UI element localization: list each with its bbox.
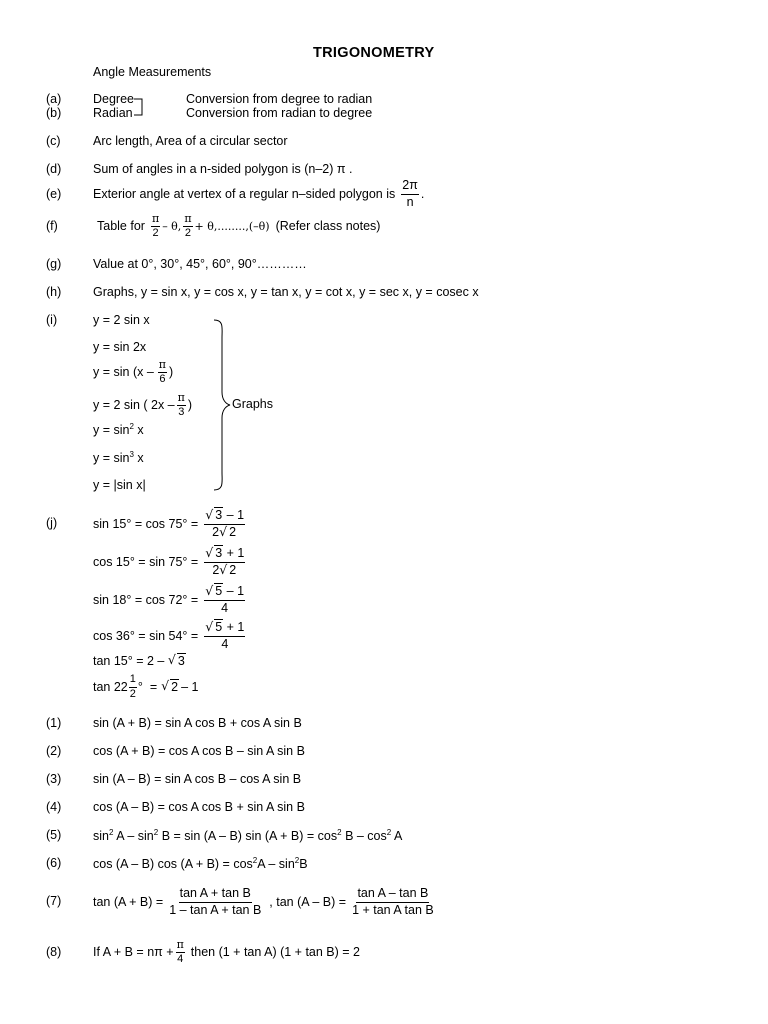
item-e-text: Exterior angle at vertex of a regular n–sided polygon is	[93, 186, 396, 201]
formula-label-3: (3)	[46, 772, 62, 786]
cos36-fraction: √ $\frac{5 + 1}{4}$	[204, 621, 245, 650]
formula-4: cos (A – B) = cos A cos B + sin A sin B	[93, 800, 305, 814]
pi-over-3-fraction: $\frac{\pi}{3}$	[177, 390, 185, 418]
sin15-row: sin 15° = cos 75° = √ $\frac{3 - 1}{2√ 2}$	[93, 506, 247, 542]
graph-eq-4: y = 2 sin ( 2x – $\frac{\pi}{3}$ )	[93, 390, 193, 418]
item-d-text: Sum of angles in a n-sided polygon is (n–2) π .	[93, 162, 353, 176]
pi-over-6-fraction: $\frac{\pi}{6}$	[158, 357, 167, 385]
item-label-h: (h)	[46, 285, 62, 299]
formula-1: sin (A + B) = sin A cos B + cos A sin B	[93, 716, 302, 730]
cos15-fraction: √ $\frac{3 + 1}{2√ 2}$	[204, 547, 245, 576]
item-label-d: (d)	[46, 162, 62, 176]
formula-label-2: (2)	[46, 744, 62, 758]
exterior-angle-fraction: $\frac{2\pi}{n}$	[402, 178, 418, 209]
cos36-row: cos 36° = sin 54° = √ $\frac{5 + 1}{4}$	[93, 618, 247, 654]
formula-2: cos (A + B) = cos A cos B – sin A sin B	[93, 744, 305, 758]
formula-6: cos (A – B) $\cos (A + B) = \cos^2A - \sin^2B$	[93, 856, 308, 872]
graph-eq-5: $y = \sin^2 x$	[93, 422, 144, 438]
formula-8: If A + B = nπ + $\frac{\pi}{4}$ then (1 + tan A) (1 + tan B) = 2	[93, 937, 360, 965]
formula-label-8: (8)	[46, 945, 62, 959]
item-label-i: (i)	[46, 313, 58, 327]
graphs-curly-brace	[210, 318, 234, 494]
formula-label-4: (4)	[46, 800, 62, 814]
item-label-b: (b)	[46, 106, 62, 120]
item-f-line: Table for $\frac{\pi}{2}$ – θ, $\frac{\pi}{2}$ + θ,........,(–θ) (Refer class notes)	[97, 211, 381, 239]
tan-diff-fraction: $\frac{\text{tan A – tan B}}{\text{1 + tan A tan B}}$	[352, 886, 434, 917]
tan-sum-fraction: $\frac{\text{tan A + tan B}}{\text{1 – tan A + tan B}}$	[169, 886, 262, 917]
pi-over-4-fraction: $\frac{\pi}{4}$	[176, 937, 184, 965]
table-for-text: Table for	[97, 218, 145, 233]
pi-over-2-fraction-1: $\frac{\pi}{2}$	[151, 211, 160, 239]
item-a-desc: Conversion from degree to radian	[186, 92, 373, 106]
item-b-text: Radian	[93, 106, 133, 120]
graph-eq-3: y = sin (x – $\frac{\pi}{6}$ )	[93, 357, 174, 385]
ab-bracket	[133, 96, 147, 120]
item-label-f: (f)	[46, 219, 58, 233]
formula-3: sin (A – B) = sin A cos B – cos A sin B	[93, 772, 302, 786]
formula-7: tan (A + B) = $\frac{\text{tan A + tan B}}{\text{1 – tan A + tan B}}$ , tan (A – B) = $\frac{\text{tan A – tan B}}{\text{1 + tan A tan B}}$	[93, 886, 434, 917]
item-b-desc: Conversion from radian to degree	[186, 106, 373, 120]
refer-notes-text: (Refer class notes)	[275, 218, 381, 233]
graph-eq-1: y = 2 sin x	[93, 313, 150, 327]
item-label-e: (e)	[46, 187, 62, 201]
graph-eq-7: y = |sin x|	[93, 478, 146, 492]
graph-eq-2: y = sin 2x	[93, 340, 147, 354]
formula-label-6: (6)	[46, 856, 62, 870]
item-c-text: Arc length, Area of a circular sector	[93, 134, 288, 148]
item-label-a: (a)	[46, 92, 62, 106]
tan15-row: tan 15° = 2 – √ 3	[93, 655, 186, 668]
item-h-text: Graphs, y = sin x, y = cos x, y = tan x, y = cot x, y = sec x, y = cosec x	[93, 285, 479, 299]
item-e-line: Exterior angle at vertex of a regular n–sided polygon is $\frac{2\pi}{n}$ .	[93, 178, 425, 209]
formula-5: $\sin^2 A - \sin^2 B = \sin (A - B)$ $\sin (A + B) = \cos^2 B - \cos^2 A$	[93, 828, 403, 844]
item-g-text: Value at 0°, 30°, 45°, 60°, 90°…………	[93, 257, 307, 271]
graphs-label: Graphs	[232, 397, 273, 411]
item-a-text: Degree	[93, 92, 134, 106]
sin18-row: sin 18° = cos 72° = √ $\frac{5 - 1}{4}$	[93, 582, 247, 618]
half-fraction: $\frac{1}{2}$	[129, 672, 136, 700]
sin15-fraction: √ $\frac{3 - 1}{2√ 2}$	[204, 509, 245, 538]
graph-eq-6: $y = \sin^3 x$	[93, 450, 144, 466]
formula-label-5: (5)	[46, 828, 62, 842]
page-title: TRIGONOMETRY	[313, 45, 435, 61]
cos15-row: cos 15° = sin 75° = √ $\frac{3 + 1}{2√ 2}$	[93, 544, 247, 580]
item-label-g: (g)	[46, 257, 62, 271]
tan22-row: tan 22 $\frac{1}{2}$ ° = √ 2 – 1	[93, 670, 198, 704]
item-label-c: (c)	[46, 134, 61, 148]
section-subtitle: Angle Measurements	[93, 65, 212, 79]
item-label-j: (j)	[46, 516, 58, 530]
formula-label-1: (1)	[46, 716, 62, 730]
sin18-fraction: √ $\frac{5 - 1}{4}$	[204, 585, 245, 614]
pi-over-2-fraction-2: $\frac{\pi}{2}$	[184, 211, 192, 239]
formula-label-7: (7)	[46, 894, 62, 908]
